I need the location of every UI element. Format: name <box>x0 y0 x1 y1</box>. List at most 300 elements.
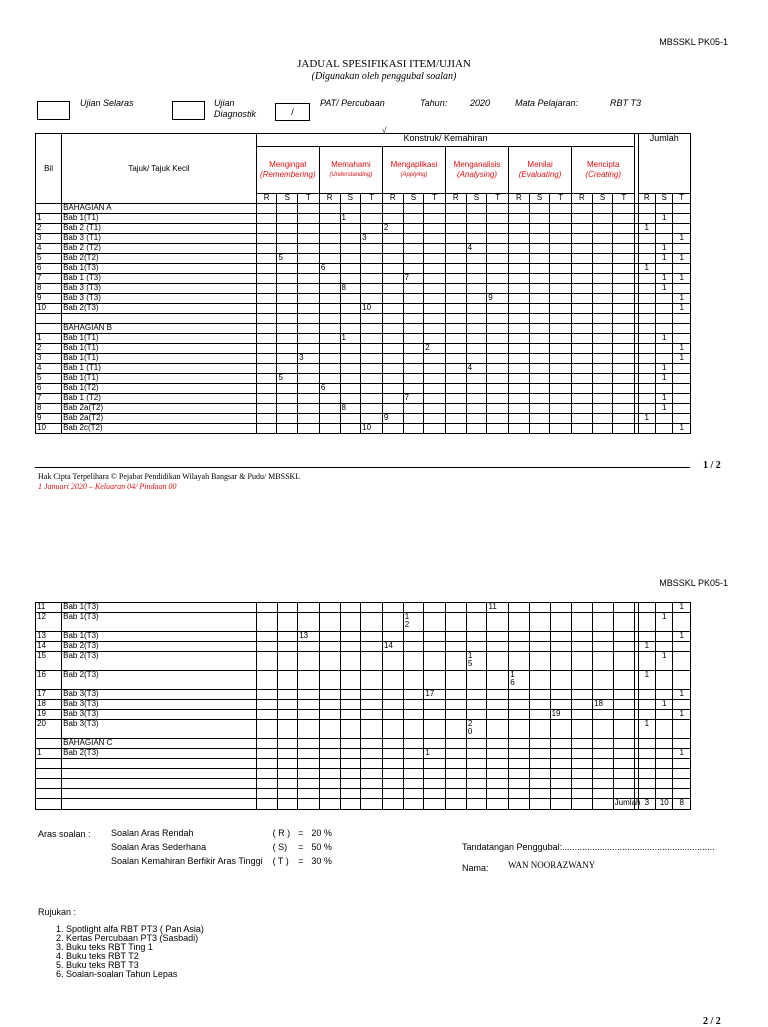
skill-cell <box>529 384 550 394</box>
rujukan-item: 5. Buku teks RBT T3 <box>56 960 139 970</box>
skill-cell <box>466 671 487 690</box>
skill-cell <box>509 739 530 749</box>
skill-cell <box>383 690 404 700</box>
skill-cell <box>403 384 424 394</box>
skill-cell <box>361 264 383 274</box>
skill-cell <box>592 354 613 364</box>
skill-cell <box>277 749 298 759</box>
skill-cell <box>383 720 404 739</box>
skill-cell: 2 <box>424 344 446 354</box>
empty-cell <box>466 779 487 789</box>
ujian-diagnostik-checkbox[interactable] <box>172 101 205 120</box>
empty-cell <box>445 314 466 324</box>
aras-code: ( T ) <box>272 856 289 866</box>
skill-cell <box>529 671 550 690</box>
jumlah-r-cell <box>638 384 655 394</box>
pat-mark: / <box>291 107 294 117</box>
skill-cell <box>383 749 404 759</box>
skill-cell <box>382 244 403 254</box>
skill-cell <box>550 244 572 254</box>
skill-cell <box>487 384 509 394</box>
empty-cell <box>319 799 340 810</box>
empty-cell <box>277 789 298 799</box>
table-row <box>36 710 691 720</box>
table-row <box>36 690 691 700</box>
skill-cell <box>403 364 424 374</box>
skill-cell <box>445 294 466 304</box>
tajuk-cell: Bab 3 (T3) <box>62 294 257 304</box>
skill-cell <box>529 642 550 652</box>
skill-cell <box>319 642 340 652</box>
jumlah-r-cell <box>638 700 655 710</box>
skill-cell <box>572 284 593 294</box>
skill-cell <box>445 264 466 274</box>
rst-header: R <box>572 194 593 204</box>
skill-cell <box>572 642 593 652</box>
skill-cell: 6 <box>319 384 340 394</box>
empty-cell <box>673 759 691 769</box>
skill-cell <box>613 304 635 314</box>
skill-cell <box>509 334 530 344</box>
jumlah-t-cell <box>673 214 691 224</box>
jumlah-t-cell: 1 <box>673 749 691 759</box>
jumlah-t-cell <box>673 374 691 384</box>
table-row <box>36 424 691 434</box>
table-row <box>36 749 691 759</box>
skill-cell <box>613 642 635 652</box>
bil-cell: 5 <box>36 254 62 264</box>
skill-cell <box>466 690 487 700</box>
skill-cell <box>466 324 487 334</box>
bil-cell: 4 <box>36 364 62 374</box>
skill-cell <box>550 294 572 304</box>
empty-cell <box>572 759 593 769</box>
skill-cell <box>277 354 298 364</box>
skill-cell <box>445 424 466 434</box>
skill-cell <box>445 374 466 384</box>
skill-cell <box>340 652 361 671</box>
jumlah-r-cell <box>638 394 655 404</box>
skill-cell <box>382 334 403 344</box>
bil-cell: 12 <box>36 613 62 632</box>
tajuk-cell: Bab 2(T3) <box>62 749 257 759</box>
skill-cell <box>550 324 572 334</box>
jumlah-s-cell: 1 <box>655 364 672 374</box>
skill-cell <box>572 214 593 224</box>
skill-cell <box>277 690 298 700</box>
skill-cell <box>509 324 530 334</box>
skill-cell <box>593 671 614 690</box>
rst-header: T <box>361 194 383 204</box>
skill-cell <box>487 254 509 264</box>
skill-cell <box>256 244 277 254</box>
skill-cell <box>256 749 277 759</box>
skill-cell <box>319 324 340 334</box>
bil-header: Bil <box>36 134 62 204</box>
tajuk-cell: Bab 2(T3) <box>62 642 257 652</box>
skill-cell <box>466 254 487 264</box>
jumlah-rst-header: T <box>673 194 691 204</box>
jumlah-r-cell <box>638 404 655 414</box>
skill-cell <box>319 364 340 374</box>
empty-cell <box>487 769 509 779</box>
skill-cell <box>383 700 404 710</box>
skill-cell <box>445 214 466 224</box>
skill-cell <box>572 603 593 613</box>
skill-cell <box>403 334 424 344</box>
skill-cell <box>613 414 635 424</box>
bil-cell: 13 <box>36 632 62 642</box>
skill-cell <box>446 690 467 700</box>
section-label: BAHAGIAN A <box>62 204 257 214</box>
skill-cell <box>319 294 340 304</box>
jumlah-s-cell: 1 <box>655 394 672 404</box>
empty-cell <box>572 799 593 810</box>
empty-cell <box>509 759 530 769</box>
skill-cell <box>529 354 550 364</box>
jumlah-cell <box>638 204 655 214</box>
skill-cell <box>509 364 530 374</box>
skill-cell <box>403 720 424 739</box>
totals-label: Jumlah <box>613 799 635 810</box>
section-label: BAHAGIAN C <box>62 739 257 749</box>
skill-cell <box>487 264 509 274</box>
jumlah-cell <box>655 324 672 334</box>
skill-cell <box>466 613 487 632</box>
skill-cell <box>361 294 383 304</box>
jumlah-cell <box>656 739 673 749</box>
skill-cell <box>445 234 466 244</box>
rst-header: R <box>445 194 466 204</box>
skill-cell <box>613 284 635 294</box>
skill-cell <box>509 613 530 632</box>
skill-cell <box>277 384 298 394</box>
skill-cell <box>319 274 340 284</box>
skill-cell <box>424 324 446 334</box>
skill-cell <box>361 404 383 414</box>
skill-cell <box>256 274 277 284</box>
totals-row <box>36 799 691 810</box>
skill-cell <box>361 749 383 759</box>
skill-header-5 <box>572 147 635 194</box>
skill-cell: 17 <box>424 690 446 700</box>
table-row <box>36 632 691 642</box>
jumlah-cell <box>638 739 655 749</box>
empty-cell <box>383 759 404 769</box>
skill-cell <box>382 384 403 394</box>
skill-cell <box>509 404 530 414</box>
skill-cell <box>466 603 487 613</box>
jumlah-t-cell: 1 <box>673 632 691 642</box>
skill-cell <box>277 204 298 214</box>
section-row <box>36 324 691 334</box>
tajuk-cell: Bab 2(T3) <box>62 671 257 690</box>
skill-name: Menilai <box>527 160 553 169</box>
empty-cell <box>572 314 593 324</box>
skill-cell <box>613 710 635 720</box>
skill-cell <box>298 244 320 254</box>
skill-cell <box>572 414 593 424</box>
skill-cell <box>256 603 277 613</box>
skill-cell <box>466 414 487 424</box>
skill-cell <box>613 204 635 214</box>
jumlah-t-cell: 1 <box>673 234 691 244</box>
jumlah-s-cell: 1 <box>655 374 672 384</box>
skill-cell: 9 <box>382 414 403 424</box>
jumlah-t-cell: 1 <box>673 304 691 314</box>
skill-cell: 5 <box>277 254 298 264</box>
jumlah-t-cell <box>673 414 691 424</box>
skill-cell <box>509 384 530 394</box>
skill-cell <box>277 284 298 294</box>
skill-cell <box>592 304 613 314</box>
empty-cell <box>550 799 572 810</box>
section-label: BAHAGIAN B <box>62 324 257 334</box>
rst-header: S <box>592 194 613 204</box>
skill-cell: 1 <box>424 749 446 759</box>
jumlah-s-cell <box>656 632 673 642</box>
skill-name-en: (Evaluating) <box>518 170 562 179</box>
skill-cell <box>256 613 277 632</box>
skill-cell <box>403 690 424 700</box>
skill-cell <box>466 424 487 434</box>
skill-cell <box>340 244 361 254</box>
skill-cell <box>487 690 509 700</box>
skill-cell <box>445 404 466 414</box>
empty-cell <box>638 769 655 779</box>
skill-cell <box>509 294 530 304</box>
page-code-2: MBSSKL PK05-1 <box>659 578 728 588</box>
jumlah-rst-header: R <box>638 194 655 204</box>
skill-cell <box>256 324 277 334</box>
skill-cell <box>298 364 320 374</box>
skill-cell <box>383 671 404 690</box>
skill-cell <box>256 424 277 434</box>
skill-cell <box>550 414 572 424</box>
jumlah-r-cell <box>638 424 655 434</box>
jumlah-t-cell: 1 <box>673 294 691 304</box>
jumlah-t-cell <box>673 244 691 254</box>
skill-cell <box>529 264 550 274</box>
skill-cell <box>466 354 487 364</box>
skill-cell <box>572 632 593 642</box>
skill-cell <box>361 739 383 749</box>
skill-cell <box>298 394 320 404</box>
bil-cell: 7 <box>36 274 62 284</box>
tajuk-cell: Bab 1(T1) <box>62 374 257 384</box>
skill-cell <box>382 424 403 434</box>
skill-cell <box>298 739 320 749</box>
skill-cell <box>277 334 298 344</box>
skill-cell <box>445 384 466 394</box>
skill-cell <box>466 374 487 384</box>
aras-row <box>107 840 336 854</box>
skill-cell <box>319 700 340 710</box>
skill-cell <box>319 632 340 642</box>
skill-cell <box>424 274 446 284</box>
table-row <box>36 354 691 364</box>
empty-cell <box>509 769 530 779</box>
page-title: JADUAL SPESIFIKASI ITEM/UJIAN <box>297 58 471 70</box>
skill-cell <box>403 294 424 304</box>
skill-cell <box>424 424 446 434</box>
skill-cell <box>487 404 509 414</box>
skill-cell <box>550 374 572 384</box>
jumlah-r-cell <box>638 344 655 354</box>
skill-cell <box>592 284 613 294</box>
jumlah-s-cell <box>656 710 673 720</box>
rujukan-item: 1. Spotlight alfa RBT PT3 ( Pan Asia) <box>56 924 204 934</box>
skill-cell <box>487 354 509 364</box>
pat-label: PAT/ Percubaan <box>320 98 385 108</box>
skill-cell <box>383 613 404 632</box>
skill-cell <box>529 404 550 414</box>
skill-cell <box>487 632 509 642</box>
empty-cell <box>62 789 257 799</box>
skill-cell <box>298 264 320 274</box>
empty-cell <box>446 779 467 789</box>
jumlah-r-cell <box>638 364 655 374</box>
skill-cell <box>509 632 530 642</box>
rujukan-item: 6. Soalan-soalan Tahun Lepas <box>56 969 178 979</box>
tajuk-cell: Bab 1(T1) <box>62 214 257 224</box>
tajuk-header: Tajuk/ Tajuk Kecil <box>62 134 257 204</box>
skill-cell <box>277 642 298 652</box>
skill-cell <box>592 344 613 354</box>
skill-cell <box>340 632 361 642</box>
skill-cell <box>592 374 613 384</box>
ujian-selaras-checkbox[interactable] <box>37 101 70 120</box>
skill-cell <box>382 254 403 264</box>
tajuk-cell: Bab 1 (T3) <box>62 274 257 284</box>
empty-cell <box>383 789 404 799</box>
empty-cell <box>319 314 340 324</box>
skill-cell <box>424 364 446 374</box>
empty-cell <box>340 779 361 789</box>
empty-cell <box>361 799 383 810</box>
skill-cell <box>550 304 572 314</box>
empty-cell <box>256 799 277 810</box>
name-value: WAN NOORAZWANY <box>508 860 596 870</box>
bil-cell: 4 <box>36 244 62 254</box>
skill-cell <box>256 384 277 394</box>
skill-cell <box>466 642 487 652</box>
skill-cell <box>445 334 466 344</box>
skill-name: Menganalisis <box>453 160 501 169</box>
page-number-2: 2 / 2 <box>703 1016 721 1027</box>
skill-cell <box>613 274 635 284</box>
skill-cell <box>466 224 487 234</box>
empty-cell <box>256 789 277 799</box>
skill-cell <box>256 710 277 720</box>
skill-cell <box>277 394 298 404</box>
aras-eq: = <box>298 828 304 838</box>
skill-cell <box>424 652 446 671</box>
skill-cell <box>383 710 404 720</box>
skill-cell <box>446 603 467 613</box>
empty-cell <box>509 799 530 810</box>
skill-cell <box>466 632 487 642</box>
empty-cell <box>298 759 320 769</box>
skill-cell <box>509 254 530 264</box>
skill-cell <box>550 264 572 274</box>
jumlah-r-cell <box>638 710 655 720</box>
empty-cell <box>256 759 277 769</box>
jumlah-s-cell: 1 <box>655 404 672 414</box>
skill-cell <box>361 603 383 613</box>
empty-cell <box>256 779 277 789</box>
skill-cell <box>277 632 298 642</box>
skill-cell <box>403 652 424 671</box>
bil-cell: 6 <box>36 264 62 274</box>
skill-cell <box>277 739 298 749</box>
skill-cell <box>298 613 320 632</box>
skill-cell <box>340 720 361 739</box>
skill-cell <box>319 224 340 234</box>
skill-cell <box>403 603 424 613</box>
table-row <box>36 720 691 739</box>
skill-cell <box>298 224 320 234</box>
skill-cell <box>572 304 593 314</box>
skill-cell <box>613 354 635 364</box>
empty-cell <box>656 769 673 779</box>
skill-cell <box>340 354 361 364</box>
skill-cell <box>256 364 277 374</box>
pat-checkbox[interactable] <box>275 103 310 121</box>
skill-cell <box>361 632 383 642</box>
empty-cell <box>466 799 487 810</box>
skill-cell <box>298 384 320 394</box>
skill-cell <box>298 204 320 214</box>
skill-cell <box>509 284 530 294</box>
skill-cell <box>592 414 613 424</box>
jumlah-s-cell <box>656 642 673 652</box>
skill-cell <box>613 364 635 374</box>
skill-cell <box>361 334 383 344</box>
skill-cell <box>509 424 530 434</box>
empty-cell <box>638 789 655 799</box>
skill-cell <box>340 234 361 244</box>
skill-cell <box>319 671 340 690</box>
rst-header: T <box>298 194 320 204</box>
skill-cell <box>550 642 572 652</box>
aras-eq: = <box>298 842 304 852</box>
empty-cell <box>529 799 550 810</box>
table-row <box>36 284 691 294</box>
jumlah-s-cell <box>655 304 672 314</box>
empty-cell <box>36 779 62 789</box>
empty-cell <box>673 789 691 799</box>
skill-cell <box>298 424 320 434</box>
jumlah-header: Jumlah <box>638 134 690 194</box>
skill-cell <box>298 671 320 690</box>
bil-cell: 3 <box>36 234 62 244</box>
empty-cell <box>466 314 487 324</box>
skill-cell <box>529 224 550 234</box>
skill-cell <box>550 334 572 344</box>
aras-name: Soalan Aras Sederhana <box>111 842 207 852</box>
empty-cell <box>36 759 62 769</box>
skill-cell <box>298 710 320 720</box>
skill-cell: 9 <box>487 294 509 304</box>
empty-cell <box>361 769 383 779</box>
table-row <box>36 404 691 414</box>
empty-cell <box>298 799 320 810</box>
skill-cell: 13 <box>298 632 320 642</box>
skill-cell <box>446 632 467 642</box>
tajuk-cell: Bab 2(T3) <box>62 652 257 671</box>
jumlah-cell <box>655 204 672 214</box>
